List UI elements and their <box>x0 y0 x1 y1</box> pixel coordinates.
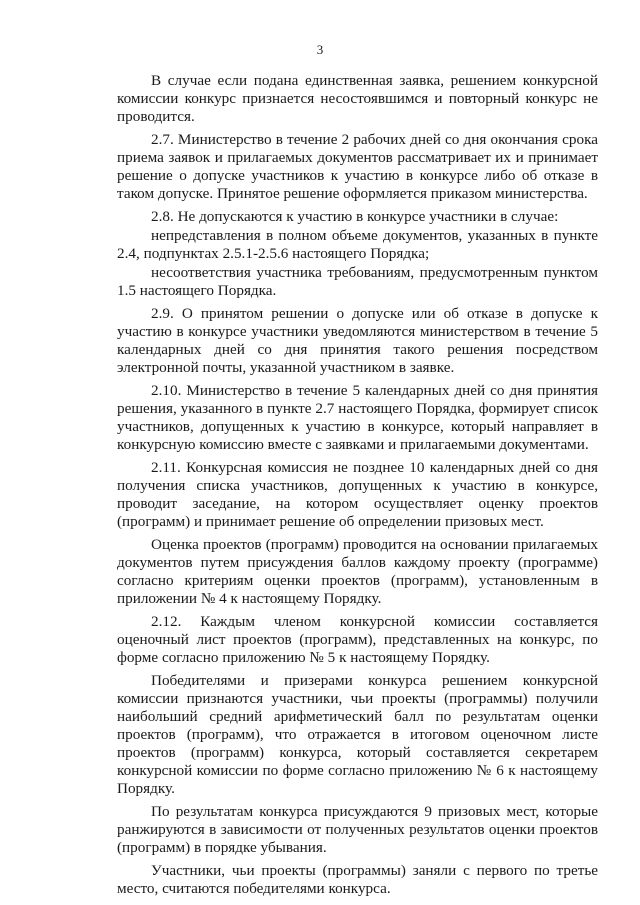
paragraph-prize-places: По результатам конкурса присуждаются 9 призовых мест, которые ранжируются в зависимости от полученных результатов оценки проектов (программ) в порядке убывания. <box>117 803 598 856</box>
paragraph-2-12: 2.12. Каждым членом конкурсной комиссии составляется оценочный лист проектов (программ), представленных на конкурс, по форме согласно приложению № 5 к настоящему Порядку. <box>117 613 598 666</box>
paragraph-single-application: В случае если подана единственная заявка, решением конкурсной комиссии конкурс признается несостоявшимся и повторный конкурс не проводится. <box>117 72 598 125</box>
paragraph-2-8: 2.8. Не допускаются к участию в конкурсе участники в случае: <box>151 208 559 225</box>
paragraph-2-8-item-documents: непредставления в полном объеме документов, указанных в пункте 2.4, подпунктах 2.5.1-2.5.6 настоящего Порядка; <box>117 227 598 262</box>
paragraph-evaluation: Оценка проектов (программ) проводится на основании прилагаемых документов путем присуждения баллов каждому проекту (программе) согласно критериям оценки проектов (программ), установленным в приложении № 4 к настоящему Порядку. <box>117 536 598 607</box>
paragraph-2-8-item-requirements: несоответствия участника требованиям, предусмотренным пунктом 1.5 настоящего Порядка. <box>117 264 598 299</box>
paragraph-first-to-third: Участники, чьи проекты (программы) заняли с первого по третье место, считаются победителями конкурса. <box>117 862 598 897</box>
document-body <box>117 72 598 903</box>
paragraph-2-10: 2.10. Министерство в течение 5 календарных дней со дня принятия решения, указанного в пункте 2.7 настоящего Порядка, формирует список участников, допущенных к участию в конкурсе, который направляет в конкурсную комиссию вместе с заявками и прилагаемыми документами. <box>117 382 598 453</box>
paragraph-2-9: 2.9. О принятом решении о допуске или об отказе в допуске к участию в конкурсе участники уведомляются министерством в течение 5 календарных дней со дня принятия такого решения посредством электронной почты, указанной участником в заявке. <box>117 305 598 376</box>
paragraph-2-7: 2.7. Министерство в течение 2 рабочих дней со дня окончания срока приема заявок и прилагаемых документов рассматривает их и принимает решение о допуске участников к участию в конкурсе либо об отказе в таком допуске. Принятое решение оформляется приказом министерства. <box>117 131 598 202</box>
paragraph-winners: Победителями и призерами конкурса решением конкурсной комиссии признаются участники, чьи проекты (программы) получили наибольший средний арифметический балл по результатам оценки проектов (программ), что отражается в итоговом оценочном листе проектов (программ) конкурса, который составляется секретарем конкурсной комиссии по форме согласно приложению № 6 к настоящему Порядку. <box>117 672 598 797</box>
paragraph-2-11: 2.11. Конкурсная комиссия не позднее 10 календарных дней со дня получения списка участников, допущенных к участию в конкурсе, проводит заседание, на котором осуществляет оценку проектов (программ) и принимает решение об определении призовых мест. <box>117 459 598 530</box>
page-number: 3 <box>316 42 324 57</box>
